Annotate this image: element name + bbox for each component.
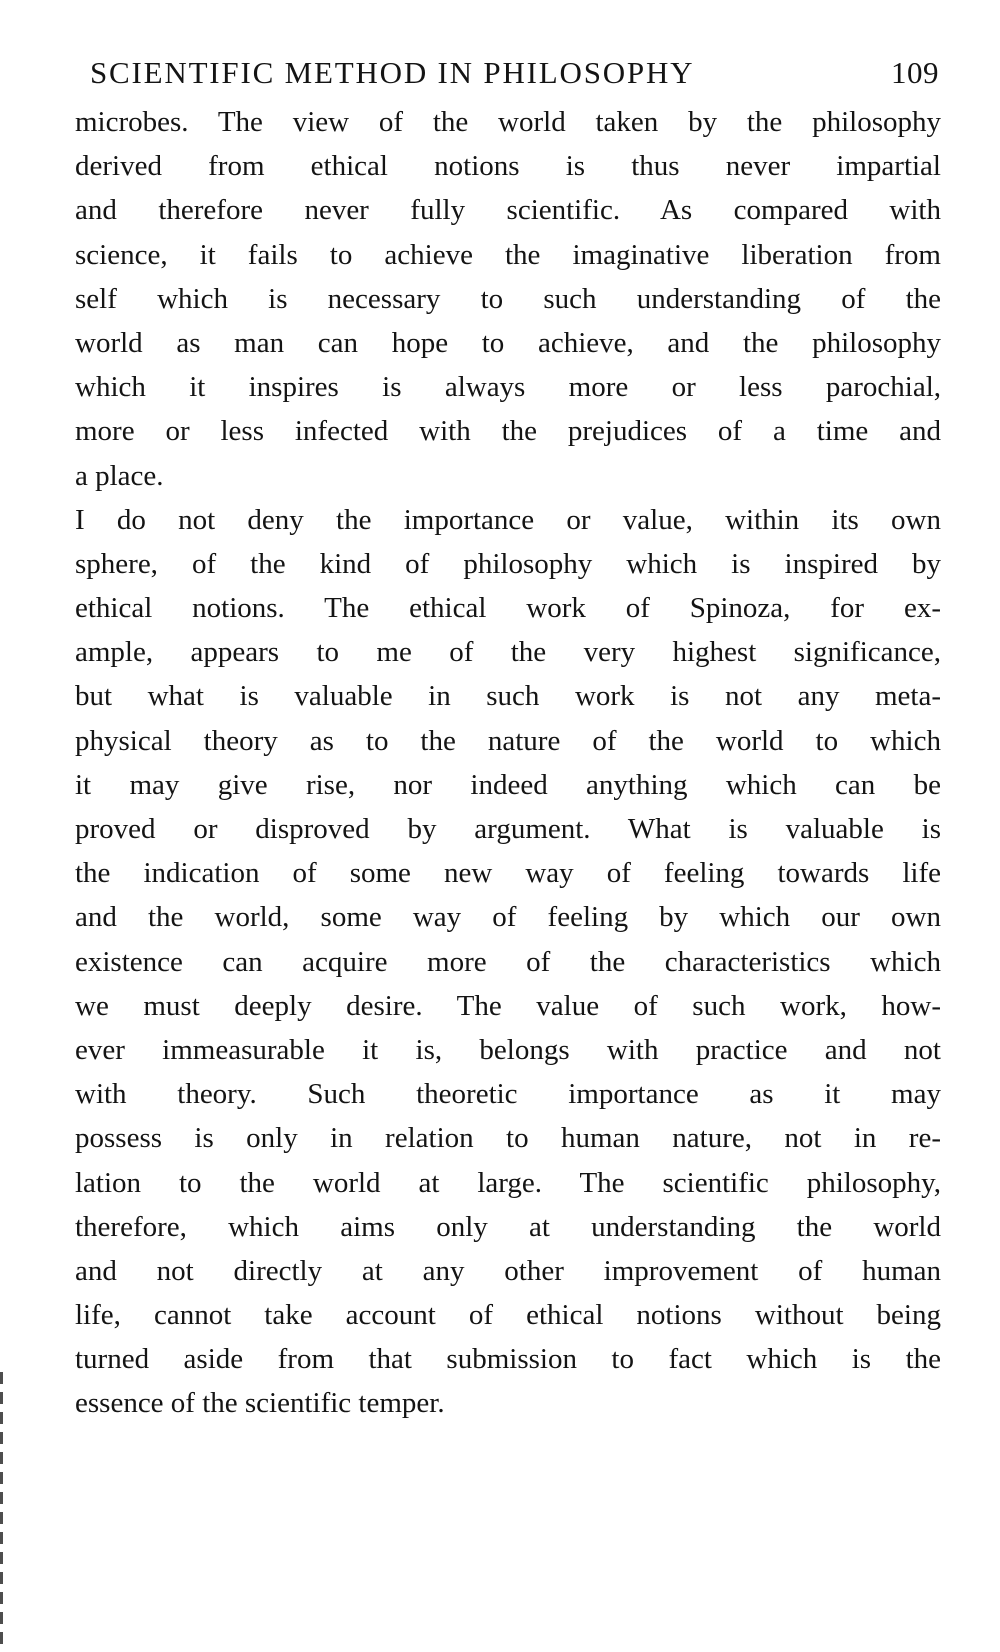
text-line: lation to the world at large. The scientific philosophy, xyxy=(75,1166,941,1199)
text-line: we must deeply desire. The value of such work, how- xyxy=(75,989,941,1022)
text-line: ethical notions. The ethical work of Spinoza, for ex- xyxy=(75,592,941,625)
text-line: I do not deny the importance or value, within its own xyxy=(75,503,941,536)
text-line: a place. xyxy=(75,459,164,492)
book-page xyxy=(75,48,941,1426)
text-line: and not directly at any other improvement of human xyxy=(75,1254,941,1287)
text-line: and the world, some way of feeling by which our own xyxy=(75,901,941,934)
text-line: and therefore never fully scientific. As compared with xyxy=(75,194,941,227)
text-line: ever immeasurable it is, belongs with practice and not xyxy=(75,1033,941,1066)
body-text xyxy=(75,100,941,1426)
text-line: derived from ethical notions is thus never impartial xyxy=(75,150,941,183)
page-number: 109 xyxy=(891,55,939,90)
text-line: which it inspires is always more or less parochial, xyxy=(75,371,941,404)
text-line: existence can acquire more of the characteristics which xyxy=(75,945,941,978)
text-line: sphere, of the kind of philosophy which is inspired by xyxy=(75,547,941,580)
text-line: with theory. Such theoretic importance as it may xyxy=(75,1078,941,1111)
text-line: proved or disproved by argument. What is valuable is xyxy=(75,813,941,845)
running-title: SCIENTIFIC METHOD IN PHILOSOPHY xyxy=(90,55,695,90)
text-line: it may give rise, nor indeed anything which can be xyxy=(75,768,941,801)
scan-edge-artifact xyxy=(0,1372,3,1652)
text-line: essence of the scientific temper. xyxy=(75,1387,445,1420)
text-line: science, it fails to achieve the imaginative liberation from xyxy=(75,238,941,271)
paragraph-1 xyxy=(75,100,941,498)
text-line: self which is necessary to such understanding of the xyxy=(75,282,941,315)
text-line: turned aside from that submission to fact which is the xyxy=(75,1343,941,1376)
running-head xyxy=(75,48,941,98)
text-line: world as man can hope to achieve, and the philosophy xyxy=(75,326,941,359)
paragraph-2 xyxy=(75,498,941,1426)
text-line: possess is only in relation to human nature, not in re- xyxy=(75,1122,941,1155)
text-line: therefore, which aims only at understanding the world xyxy=(75,1210,941,1243)
text-line: but what is valuable in such work is not any meta- xyxy=(75,680,941,713)
text-line: physical theory as to the nature of the world to which xyxy=(75,724,941,757)
text-line: the indication of some new way of feeling towards life xyxy=(75,857,941,890)
text-line: ample, appears to me of the very highest significance, xyxy=(75,636,941,669)
text-line: microbes. The view of the world taken by the philosophy xyxy=(75,106,941,138)
text-line: more or less infected with the prejudices of a time and xyxy=(75,415,941,448)
text-line: life, cannot take account of ethical notions without being xyxy=(75,1299,941,1332)
